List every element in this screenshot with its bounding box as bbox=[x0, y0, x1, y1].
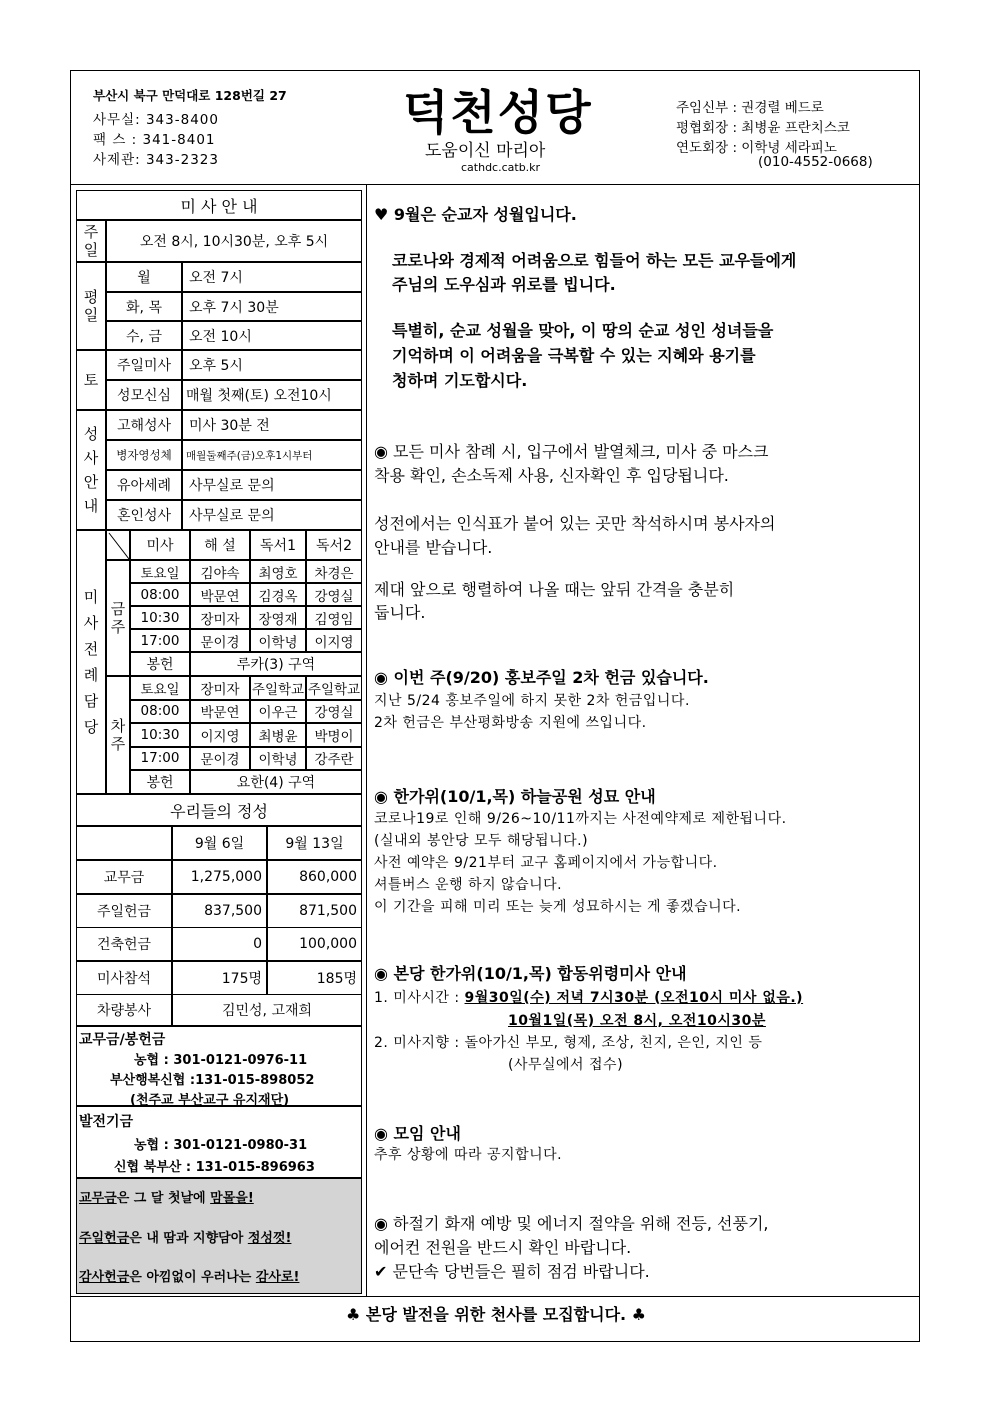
offering-value: 185명 bbox=[267, 961, 362, 995]
duty-mass-time: 10:30 bbox=[130, 723, 190, 747]
mass-heading: 미 사 안 내 bbox=[76, 190, 362, 220]
duty-mass-time: 10:30 bbox=[130, 606, 190, 629]
offering-district: 루카(3) 구역 bbox=[190, 652, 362, 676]
saturday-item: 주일미사 bbox=[106, 350, 182, 380]
duty-person: 박명이 bbox=[306, 723, 362, 747]
weekday-time: 오전 7시 bbox=[182, 262, 362, 292]
offering-value: 1,275,000 bbox=[172, 860, 267, 894]
weekday-time: 오전 10시 bbox=[182, 321, 362, 350]
sacrament-info: 사무실로 문의 bbox=[182, 470, 362, 500]
notice-text: 둡니다. bbox=[374, 603, 426, 622]
slogan-line: 교무금은 그 달 첫날에 맘몰을! bbox=[79, 1191, 254, 1206]
sacrament-label: 성 사 안 내 bbox=[76, 410, 106, 530]
notice-text: ◉ 모든 미사 참례 시, 입구에서 발열체크, 미사 중 마스크 bbox=[374, 442, 769, 461]
offering-district: 요한(4) 구역 bbox=[190, 770, 362, 794]
header-divider bbox=[70, 184, 920, 185]
notice-text: 에어컨 전원을 반드시 확인 바랍니다. bbox=[374, 1238, 632, 1257]
duty-person: 강영실 bbox=[306, 583, 362, 606]
weekday-day: 월 bbox=[106, 262, 182, 292]
dues-account: 부산행복신협 :131-015-898052 bbox=[110, 1073, 315, 1088]
rectory-phone: 사제관: 343-2323 bbox=[93, 152, 219, 168]
offering-value: 860,000 bbox=[267, 860, 362, 894]
slogan-line: 감사헌금은 아낌없이 우러나는 감사로! bbox=[79, 1270, 300, 1285]
weekday-day: 수, 금 bbox=[106, 321, 182, 350]
offering-row-label: 주일헌금 bbox=[76, 894, 172, 928]
notice-text: 2차 헌금은 부산평화방송 지원에 쓰입니다. bbox=[374, 715, 647, 731]
notice-text: 추후 상황에 따라 공지합니다. bbox=[374, 1147, 563, 1163]
notice-title: ♥ 9월은 순교자 성월입니다. bbox=[374, 205, 577, 224]
duty-person: 강영실 bbox=[306, 700, 362, 724]
notice-text: (사무실에서 접수) bbox=[508, 1057, 624, 1073]
offering-value: 837,500 bbox=[172, 894, 267, 928]
this-week-label: 금 주 bbox=[106, 560, 130, 676]
offering-row-label: 건축헌금 bbox=[76, 927, 172, 961]
office-phone: 사무실: 343-8400 bbox=[93, 112, 219, 128]
duty-person: 이지영 bbox=[190, 723, 250, 747]
duty-person: 최영호 bbox=[250, 560, 306, 583]
duty-person: 주일학교 bbox=[306, 676, 362, 700]
church-address: 부산시 북구 만덕대로 128번길 27 bbox=[93, 88, 287, 103]
sacrament-info: 매월둘째주(금)오후1시부터 bbox=[182, 440, 362, 470]
duty-person: 박문연 bbox=[190, 700, 250, 724]
duty-person: 이학녕 bbox=[250, 629, 306, 652]
duty-mass-time: 17:00 bbox=[130, 747, 190, 771]
sunday-label: 주 일 bbox=[76, 220, 106, 262]
notice-text: ✔ 문단속 당번들은 필히 점검 바랍니다. bbox=[374, 1262, 650, 1281]
yeondo-phone: (010-4552-0668) bbox=[758, 154, 873, 170]
notice-text: 코로나와 경제적 어려움으로 힘들어 하는 모든 교우들에게 bbox=[392, 251, 797, 270]
saturday-label: 토 bbox=[76, 350, 106, 410]
duty-mass-time: 토요일 bbox=[130, 676, 190, 700]
car-value: 김민성, 고재희 bbox=[172, 994, 362, 1026]
offering-date: 9월 13일 bbox=[267, 826, 362, 860]
notice-text: 1. 미사시간 : 9월30일(수) 저녁 7시30분 (오전10시 미사 없음.) bbox=[374, 990, 804, 1006]
offering-heading: 우리들의 정성 bbox=[76, 794, 362, 826]
notice-text: 기억하며 이 어려움을 극복할 수 있는 지혜와 용기를 bbox=[392, 346, 756, 365]
slogan-line: 주일헌금은 내 땀과 지향담아 정성껏! bbox=[79, 1231, 292, 1246]
column-divider bbox=[366, 184, 367, 1296]
sacrament-name: 유아세례 bbox=[106, 470, 182, 500]
offering-row-label: 교무금 bbox=[76, 860, 172, 894]
offering-date: 9월 6일 bbox=[172, 826, 267, 860]
footer-banner: ♣ 본당 발전을 위한 천사를 모집합니다. ♣ bbox=[345, 1305, 647, 1324]
council-president: 평협회장 : 최병윤 프란치스코 bbox=[676, 120, 850, 136]
duty-col-header: 미사 bbox=[130, 530, 190, 560]
duty-person: 장영재 bbox=[250, 606, 306, 629]
dev-fund-title: 발전기금 bbox=[79, 1114, 134, 1130]
church-url: cathdc.catb.kr bbox=[461, 161, 541, 174]
notice-text: 코로나19로 인해 9/26~10/11까지는 사전예약제로 제한됩니다. bbox=[374, 811, 787, 827]
notice-text: 지난 5/24 홍보주일에 하지 못한 2차 헌금입니다. bbox=[374, 693, 690, 709]
weekday-label: 평 일 bbox=[76, 262, 106, 350]
sacrament-info: 미사 30분 전 bbox=[182, 410, 362, 440]
duty-mass-time: 08:00 bbox=[130, 583, 190, 606]
duty-person: 문이경 bbox=[190, 747, 250, 771]
notice-title: ◉ 모임 안내 bbox=[374, 1124, 461, 1143]
duty-person: 장미자 bbox=[190, 676, 250, 700]
duty-person: 이학녕 bbox=[250, 747, 306, 771]
notice-text: ◉ 하절기 화재 예방 및 에너지 절약을 위해 전등, 선풍기, bbox=[374, 1214, 769, 1233]
duty-col-header: 독서1 bbox=[250, 530, 306, 560]
notice-text: 2. 미사지향 : 돌아가신 부모, 형제, 조상, 친지, 은인, 지인 등 bbox=[374, 1035, 763, 1051]
dues-foundation: (천주교 부산교구 유지재단) bbox=[130, 1093, 290, 1108]
weekday-day: 화, 목 bbox=[106, 292, 182, 321]
duty-person: 장미자 bbox=[190, 606, 250, 629]
next-week-label: 차 주 bbox=[106, 676, 130, 794]
duty-person: 김경옥 bbox=[250, 583, 306, 606]
notice-text: 착용 확인, 손소독제 사용, 신자확인 후 입당됩니다. bbox=[374, 466, 729, 485]
duty-person: 박문연 bbox=[190, 583, 250, 606]
saturday-time: 오후 5시 bbox=[182, 350, 362, 380]
weekday-time: 오후 7시 30분 bbox=[182, 292, 362, 321]
duty-person: 차경은 bbox=[306, 560, 362, 583]
church-title: 덕천성당 bbox=[403, 86, 593, 141]
offering-value: 0 bbox=[172, 927, 267, 961]
notice-text: 청하며 기도합시다. bbox=[392, 371, 528, 390]
duty-person: 김영임 bbox=[306, 606, 362, 629]
duty-mass-time: 토요일 bbox=[130, 560, 190, 583]
offering-value: 100,000 bbox=[267, 927, 362, 961]
notice-text: 셔틀버스 운행 하지 않습니다. bbox=[374, 877, 563, 893]
dev-fund-account: 신협 북부산 : 131-015-896963 bbox=[114, 1160, 315, 1175]
duty-person: 김야속 bbox=[190, 560, 250, 583]
offering-corner bbox=[76, 826, 172, 860]
notice-text: 주님의 도우심과 위로를 빕니다. bbox=[392, 275, 616, 294]
car-label: 차량봉사 bbox=[76, 994, 172, 1026]
notice-text: (실내외 봉안당 모두 해당됩니다.) bbox=[374, 833, 589, 849]
offering-label: 봉헌 bbox=[130, 652, 190, 676]
duty-person: 문이경 bbox=[190, 629, 250, 652]
duty-col-header: 독서2 bbox=[306, 530, 362, 560]
notice-text: 10월1일(목) 오전 8시, 오전10시30분 bbox=[508, 1013, 766, 1029]
sacrament-info: 사무실로 문의 bbox=[182, 500, 362, 530]
duty-person: 주일학교 bbox=[250, 676, 306, 700]
notice-text: 제대 앞으로 행렬하여 나올 때는 앞뒤 간격을 충분히 bbox=[374, 580, 735, 599]
notice-title: ◉ 본당 한가위(10/1,목) 합동위령미사 안내 bbox=[374, 964, 687, 983]
notice-text: 이 기간을 피해 미리 또는 늦게 성묘하시는 게 좋겠습니다. bbox=[374, 899, 742, 915]
dues-account: 농협 : 301-0121-0976-11 bbox=[134, 1053, 308, 1068]
notice-title: ◉ 이번 주(9/20) 홍보주일 2차 헌금 있습니다. bbox=[374, 668, 709, 687]
offering-value: 175명 bbox=[172, 961, 267, 995]
duty-person: 이지영 bbox=[306, 629, 362, 652]
duty-person: 이우근 bbox=[250, 700, 306, 724]
offering-label: 봉헌 bbox=[130, 770, 190, 794]
duty-mass-time: 17:00 bbox=[130, 629, 190, 652]
yeondo-leader: 연도회장 : 이학녕 세라피노 bbox=[676, 140, 837, 156]
duty-person: 최병윤 bbox=[250, 723, 306, 747]
pastor-name: 주임신부 : 권경렬 베드로 bbox=[676, 100, 824, 116]
duty-corner bbox=[106, 530, 130, 560]
duty-col-header: 해 설 bbox=[190, 530, 250, 560]
sacrament-name: 병자영성체 bbox=[106, 440, 182, 470]
duty-person: 강주란 bbox=[306, 747, 362, 771]
church-subtitle: 도움이신 마리아 bbox=[425, 141, 546, 161]
sacrament-name: 고해성사 bbox=[106, 410, 182, 440]
notice-text: 성전에서는 인식표가 붙어 있는 곳만 착석하시며 봉사자의 bbox=[374, 514, 776, 533]
notice-title: ◉ 한가위(10/1,목) 하늘공원 성묘 안내 bbox=[374, 787, 656, 806]
saturday-time: 매월 첫째(토) 오전10시 bbox=[182, 380, 362, 410]
offering-row-label: 미사참석 bbox=[76, 961, 172, 995]
sacrament-name: 혼인성사 bbox=[106, 500, 182, 530]
fax-number: 팩 스 : 341-8401 bbox=[93, 132, 216, 148]
saturday-item: 성모신심 bbox=[106, 380, 182, 410]
notice-text: 안내를 받습니다. bbox=[374, 538, 493, 557]
sunday-times: 오전 8시, 10시30분, 오후 5시 bbox=[106, 220, 362, 262]
offering-value: 871,500 bbox=[267, 894, 362, 928]
duty-mass-time: 08:00 bbox=[130, 700, 190, 724]
notice-text: 사전 예약은 9/21부터 교구 홈페이지에서 가능합니다. bbox=[374, 855, 718, 871]
dev-fund-account: 농협 : 301-0121-0980-31 bbox=[134, 1138, 308, 1153]
notice-text: 특별히, 순교 성월을 맞아, 이 땅의 순교 성인 성녀들을 bbox=[392, 321, 774, 340]
dues-title: 교무금/봉헌금 bbox=[79, 1032, 166, 1048]
duty-label: 미 사 전 례 담 당 bbox=[76, 530, 106, 794]
footer-divider bbox=[70, 1296, 920, 1297]
